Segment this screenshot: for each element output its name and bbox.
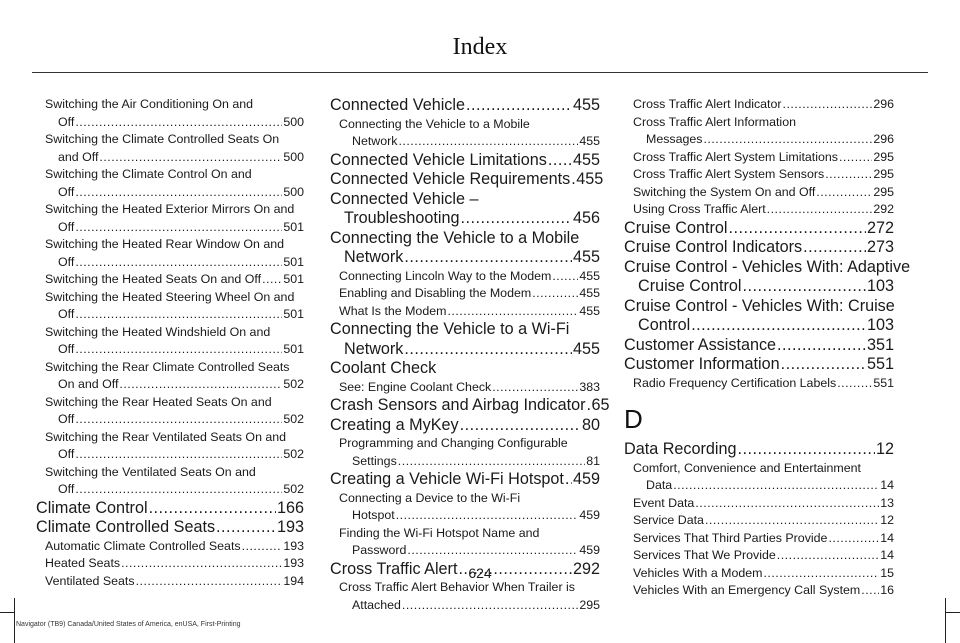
page-reference: 295: [873, 167, 894, 181]
index-entry: [624, 219, 894, 239]
index-subentry: [624, 582, 894, 600]
index-subentry: [36, 96, 304, 131]
page-reference: 14: [880, 548, 894, 562]
page-reference: 12: [875, 440, 894, 458]
entry-label: Services That We Provide: [633, 548, 776, 562]
entry-label: Crash Sensors and Airbag Indicator: [330, 396, 586, 414]
title-divider: [32, 72, 928, 73]
index-entry: [330, 320, 600, 359]
crop-mark: [945, 598, 946, 643]
entry-label: Switching the Rear Ventilated Seats On and: [45, 429, 287, 444]
dot-leader: [447, 303, 578, 321]
dot-leader: [75, 254, 282, 272]
dot-leader: [861, 582, 879, 600]
index-subentry: [624, 495, 894, 513]
page-reference: 295: [579, 597, 600, 612]
dot-leader: [828, 530, 879, 548]
dot-leader: [75, 114, 282, 132]
page-reference: 455: [576, 170, 604, 188]
index-entry: [330, 359, 600, 379]
entry-label: Cross Traffic Alert Behavior When Trailer is: [339, 580, 575, 594]
page-reference: 551: [866, 355, 894, 373]
index-entry: [624, 257, 911, 297]
entry-label: Switching the Heated Windshield On and: [45, 324, 271, 339]
dot-leader: [75, 184, 282, 202]
entry-label: Connecting a Device to the Wi-Fi: [339, 490, 521, 505]
dot-leader: [75, 341, 282, 359]
page-reference: 15: [880, 565, 894, 580]
page-reference: 14: [880, 478, 894, 492]
dot-leader: [673, 477, 879, 495]
dot-leader: [548, 151, 572, 171]
dot-leader: [777, 336, 866, 356]
page-title: Index: [452, 34, 508, 60]
page-reference: 81: [586, 453, 600, 468]
index-subentry: [36, 236, 304, 271]
entry-label: Connected Vehicle Limitations: [330, 150, 547, 169]
index-column-2: [330, 96, 610, 614]
page-reference: 456: [572, 209, 600, 227]
entry-label: Event Data: [633, 495, 695, 510]
dot-leader: [460, 416, 581, 436]
entry-label: Automatic Climate Controlled Seats: [45, 538, 241, 553]
page-reference: 459: [572, 470, 600, 488]
footer-print-info: Navigator (TB9) Canada/United States of America, enUSA, First-Printing: [16, 621, 241, 628]
entry-label: Switching the Heated Steering Wheel On and: [45, 289, 295, 304]
entry-label: Cruise Control Indicators: [624, 238, 803, 256]
entry-label: Services That Third Parties Provide: [633, 530, 828, 545]
index-entry: [330, 190, 600, 229]
index-subentry: [330, 303, 600, 321]
page-reference: 455: [572, 339, 600, 358]
page-reference: 295: [873, 149, 894, 164]
entry-label: Network: [344, 339, 404, 358]
dot-leader: [99, 149, 282, 167]
index-section-letter: D: [624, 404, 643, 434]
page-reference: 16: [880, 583, 894, 597]
dot-leader: [396, 507, 579, 525]
index-entry: [624, 355, 894, 375]
index-subentry: [330, 525, 600, 560]
entry-label: Switching the Climate Control On and: [45, 167, 252, 181]
entry-label: Off: [58, 447, 75, 461]
index-subentry: [36, 394, 304, 429]
index-subentry: [330, 116, 600, 151]
crop-mark: [14, 598, 15, 643]
index-subentry: [36, 201, 304, 236]
index-subentry: [330, 490, 600, 525]
page-reference: 194: [283, 573, 304, 588]
dot-leader: [571, 170, 575, 190]
entry-label: Cruise Control - Vehicles With: Adaptive: [624, 257, 911, 276]
dot-leader: [216, 518, 276, 538]
entry-label: Cross Traffic Alert Information: [633, 114, 796, 129]
entry-label: Switching the Heated Exterior Mirrors On and: [45, 202, 295, 216]
page-reference: 80: [581, 415, 600, 434]
dot-leader: [742, 277, 866, 297]
index-subentry: [624, 114, 894, 149]
index-entry: [330, 229, 600, 268]
page-reference: 272: [866, 218, 894, 237]
index-entry: [624, 336, 894, 356]
entry-label: Troubleshooting: [344, 209, 460, 227]
page-reference: 383: [579, 379, 600, 394]
page-reference: 502: [283, 447, 304, 461]
index-column-1: [36, 96, 304, 590]
index-entry: [624, 297, 894, 336]
dot-leader: [492, 379, 578, 397]
page-reference: 292: [572, 559, 600, 578]
entry-label: Switching the Heated Rear Window On and: [45, 237, 284, 251]
entry-label: Heated Seats: [45, 556, 121, 570]
entry-label: Off: [58, 412, 75, 426]
dot-leader: [404, 340, 572, 360]
index-entry: [36, 518, 304, 538]
page-reference: 103: [866, 316, 894, 334]
entry-label: Off: [58, 342, 75, 356]
index-entry: [624, 440, 894, 460]
page-reference: 12: [880, 513, 894, 527]
dot-leader: [783, 96, 873, 114]
dot-leader: [532, 285, 578, 303]
page-reference: 455: [572, 248, 600, 266]
entry-label: Ventilated Seats: [45, 573, 135, 588]
page-reference: 500: [283, 184, 304, 199]
entry-label: and Off: [58, 149, 99, 164]
page-reference: 459: [579, 508, 600, 522]
index-subentry: [624, 149, 894, 167]
dot-leader: [565, 470, 572, 490]
index-subentry: [36, 464, 304, 499]
entry-label: Switching the System On and Off: [633, 184, 816, 199]
entry-label: Using Cross Traffic Alert: [633, 202, 766, 216]
entry-label: Connecting the Vehicle to a Mobile: [339, 116, 530, 131]
entry-label: Coolant Check: [330, 359, 437, 377]
entry-label: Switching the Air Conditioning On and: [45, 97, 254, 111]
dot-leader: [781, 355, 866, 375]
dot-leader: [466, 96, 572, 116]
dot-leader: [75, 481, 282, 499]
page-reference: 501: [283, 272, 304, 286]
dot-leader: [777, 547, 879, 565]
page-reference: 103: [866, 277, 894, 295]
dot-leader: [242, 538, 283, 556]
page-reference: 455: [579, 286, 600, 300]
index-entry: [330, 96, 600, 116]
entry-label: Climate Controlled Seats: [36, 518, 216, 536]
index-subentry: [624, 460, 894, 495]
page-reference: 193: [276, 518, 304, 536]
entry-label: Programming and Changing Configurable: [339, 436, 568, 450]
entry-label: Customer Assistance: [624, 335, 777, 354]
index-subentry: [36, 538, 304, 556]
entry-label: Cruise Control: [638, 277, 742, 295]
page-reference: 13: [880, 495, 894, 510]
entry-label: Vehicles With a Modem: [633, 565, 763, 580]
page-reference: 273: [866, 238, 894, 256]
page-reference: 166: [276, 498, 304, 517]
dot-leader: [767, 201, 873, 219]
page-reference: 502: [283, 482, 304, 496]
index-subentry: [330, 435, 600, 470]
page-reference: 500: [283, 114, 304, 129]
index-entry: [330, 170, 604, 190]
entry-label: Vehicles With an Emergency Call System: [633, 583, 861, 597]
index-subentry: [36, 131, 304, 166]
dot-leader: [75, 219, 282, 237]
dot-leader: [803, 238, 866, 258]
page-reference: 295: [873, 184, 894, 199]
entry-label: Finding the Wi-Fi Hotspot Name and: [339, 525, 540, 540]
dot-leader: [461, 209, 572, 229]
dot-leader: [75, 411, 282, 429]
index-column-3: [624, 96, 911, 600]
dot-leader: [837, 375, 872, 393]
index-entry: [330, 151, 600, 171]
dot-leader: [398, 133, 578, 151]
entry-label: Messages: [646, 132, 703, 146]
index-subentry: [624, 375, 894, 393]
index-subentry: [624, 512, 894, 530]
index-entry: [624, 238, 894, 258]
page-reference: 296: [873, 97, 894, 111]
dot-leader: [705, 512, 879, 530]
page-reference: 65: [591, 396, 610, 414]
page-reference: 502: [283, 377, 304, 391]
page-reference: 500: [283, 149, 304, 164]
entry-label: Off: [58, 307, 75, 321]
entry-label: On and Off: [58, 377, 119, 391]
entry-label: Creating a Vehicle Wi-Fi Hotspot: [330, 470, 564, 488]
dot-leader: [695, 495, 879, 513]
entry-label: Off: [58, 184, 75, 199]
entry-label: See: Engine Coolant Check: [339, 379, 492, 394]
index-subentry: [624, 166, 894, 184]
dot-leader: [728, 219, 866, 239]
dot-leader: [552, 268, 578, 286]
entry-label: Settings: [352, 453, 397, 468]
entry-label: Creating a MyKey: [330, 415, 459, 434]
crop-mark: [946, 612, 960, 613]
index-subentry: [624, 530, 894, 548]
page-reference: 501: [283, 342, 304, 356]
page-reference: 455: [572, 96, 600, 114]
index-subentry: [624, 184, 894, 202]
page-reference: 455: [579, 303, 600, 318]
entry-label: Off: [58, 482, 75, 496]
dot-leader: [816, 184, 872, 202]
entry-label: What Is the Modem: [339, 303, 447, 318]
entry-label: Switching the Ventilated Seats On and: [45, 464, 256, 479]
dot-leader: [737, 440, 875, 460]
entry-label: Connecting the Vehicle to a Wi-Fi: [330, 320, 570, 338]
index-entry: [330, 416, 600, 436]
index-subentry: [330, 379, 600, 397]
index-subentry: [624, 547, 894, 565]
page-reference: 455: [579, 134, 600, 148]
dot-leader: [149, 499, 276, 519]
page-reference: 14: [880, 530, 894, 545]
index-subentry: [330, 579, 600, 614]
entry-label: Radio Frequency Certification Labels: [633, 375, 837, 390]
index-entry: [330, 470, 600, 490]
dot-leader: [75, 446, 282, 464]
index-subentry: [330, 285, 600, 303]
entry-label: Switching the Rear Climate Controlled Seats: [45, 359, 290, 374]
page-reference: 501: [283, 219, 304, 234]
dot-leader: [839, 149, 872, 167]
entry-label: Network: [352, 134, 398, 148]
dot-leader: [402, 597, 578, 615]
index-subentry: [36, 271, 304, 289]
page-reference: 351: [866, 335, 894, 354]
entry-label: Password: [352, 543, 407, 557]
entry-label: Customer Information: [624, 355, 780, 373]
crop-mark: [0, 612, 14, 613]
page-reference: 296: [873, 132, 894, 146]
page-reference: 502: [283, 412, 304, 426]
entry-label: Cross Traffic Alert System Sensors: [633, 167, 825, 181]
page-reference: 292: [873, 202, 894, 216]
dot-leader: [703, 131, 872, 149]
entry-label: Switching the Heated Seats On and Off: [45, 272, 262, 286]
dot-leader: [407, 542, 578, 560]
dot-leader: [691, 316, 866, 336]
entry-label: Cross Traffic Alert Indicator: [633, 97, 782, 111]
entry-label: Data: [646, 478, 673, 492]
dot-leader: [262, 271, 282, 289]
entry-label: Off: [58, 114, 75, 129]
entry-label: Cruise Control: [624, 218, 728, 237]
index-subentry: [36, 166, 304, 201]
page-reference: 459: [579, 543, 600, 557]
entry-label: Connecting Lincoln Way to the Modem: [339, 268, 552, 283]
index-subentry: [36, 429, 304, 464]
page-reference: 501: [283, 307, 304, 321]
entry-label: Connected Vehicle: [330, 96, 465, 114]
entry-label: Network: [344, 248, 404, 266]
entry-label: Cruise Control - Vehicles With: Cruise: [624, 296, 895, 315]
entry-label: Climate Control: [36, 498, 148, 517]
index-subentry: [624, 201, 894, 219]
entry-label: Comfort, Convenience and Entertainment: [633, 460, 861, 475]
entry-label: Control: [638, 316, 691, 334]
entry-label: Enabling and Disabling the Modem: [339, 286, 532, 300]
page-reference: 193: [283, 556, 304, 570]
entry-label: Cross Traffic Alert: [330, 559, 458, 578]
entry-label: Service Data: [633, 513, 704, 527]
index-subentry: [36, 359, 304, 394]
index-subentry: [624, 96, 894, 114]
entry-label: Connecting the Vehicle to a Mobile: [330, 228, 580, 247]
entry-label: Cross Traffic Alert System Limitations: [633, 149, 838, 164]
entry-label: Off: [58, 254, 75, 269]
page-reference: 455: [579, 268, 600, 283]
entry-label: Data Recording: [624, 440, 737, 458]
dot-leader: [75, 306, 282, 324]
index-subentry: [36, 324, 304, 359]
dot-leader: [587, 396, 591, 416]
index-entry: [36, 499, 304, 519]
entry-label: Switching the Rear Heated Seats On and: [45, 394, 272, 409]
page-number: 624: [468, 565, 492, 581]
page-reference: 455: [572, 150, 600, 169]
entry-label: Off: [58, 219, 75, 234]
page-reference: 193: [283, 538, 304, 553]
dot-leader: [825, 166, 872, 184]
index-subentry: [330, 268, 600, 286]
entry-label: Connected Vehicle –: [330, 189, 479, 208]
entry-label: Connected Vehicle Requirements: [330, 170, 571, 188]
entry-label: Attached: [352, 597, 401, 612]
dot-leader: [398, 453, 585, 471]
dot-leader: [404, 248, 572, 268]
entry-label: Hotspot: [352, 508, 395, 522]
entry-label: Switching the Climate Controlled Seats On: [45, 132, 280, 146]
page-reference: 551: [873, 375, 894, 390]
index-entry: [330, 396, 610, 416]
dot-leader: [119, 376, 282, 394]
index-subentry: [36, 289, 304, 324]
page-reference: 501: [283, 254, 304, 269]
